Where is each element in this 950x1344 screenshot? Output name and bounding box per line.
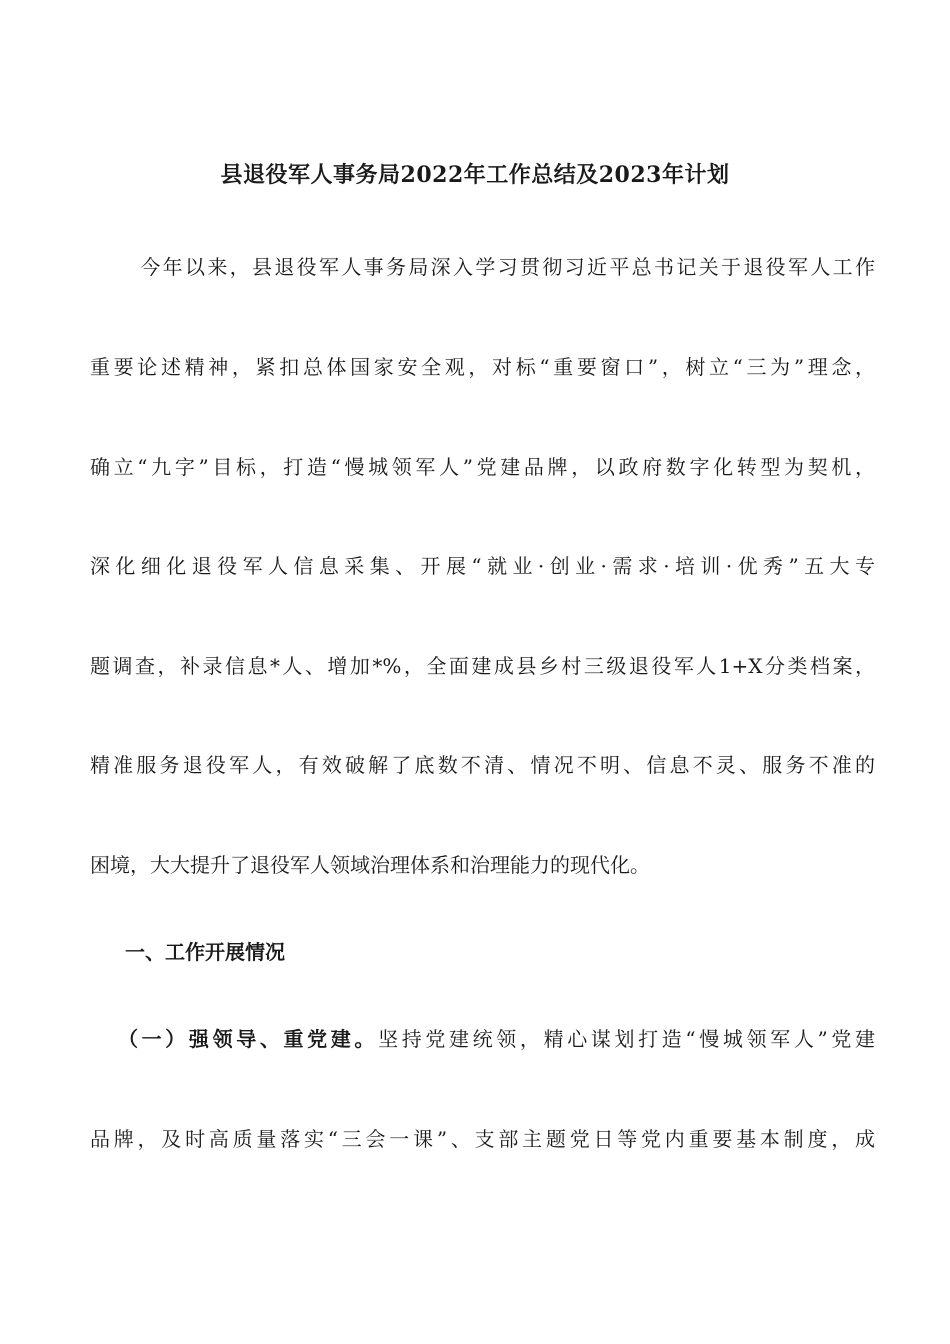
section-heading: 一、工作开展情况 xyxy=(125,940,285,964)
paragraph-line: 重要论述精神，紧扣总体国家安全观，对标“重要窗口”，树立“三为”理念， xyxy=(90,355,875,379)
paragraph-line: 品牌，及时高质量落实“三会一课”、支部主题党日等党内重要基本制度，成 xyxy=(90,1127,875,1151)
paragraph-line: 深化细化退役军人信息采集、开展“就业·创业·需求·培训·优秀”五大专 xyxy=(90,554,875,578)
paragraph-line: 确立“九字”目标，打造“慢城领军人”党建品牌，以政府数字化转型为契机， xyxy=(90,455,875,479)
paragraph-line: 今年以来，县退役军人事务局深入学习贯彻习近平总书记关于退役军人工作 xyxy=(118,255,875,279)
subsection-first-line xyxy=(118,1025,875,1053)
paragraph-line: 精准服务退役军人，有效破解了底数不清、情况不明、信息不灵、服务不准的 xyxy=(90,753,875,777)
paragraph-line: 困境，大大提升了退役军人领域治理体系和治理能力的现代化。 xyxy=(90,853,650,877)
document-title: 县退役军人事务局2022年工作总结及2023年计划 xyxy=(220,162,730,188)
paragraph-line: 题调查，补录信息*人、增加*%，全面建成县乡村三级退役军人1+X分类档案， xyxy=(90,654,875,678)
subsection-heading: （一）强领导、重党建。 xyxy=(118,1027,379,1051)
subsection-text: 坚持党建统领，精心谋划打造“慢城领军人”党建 xyxy=(378,1027,876,1051)
